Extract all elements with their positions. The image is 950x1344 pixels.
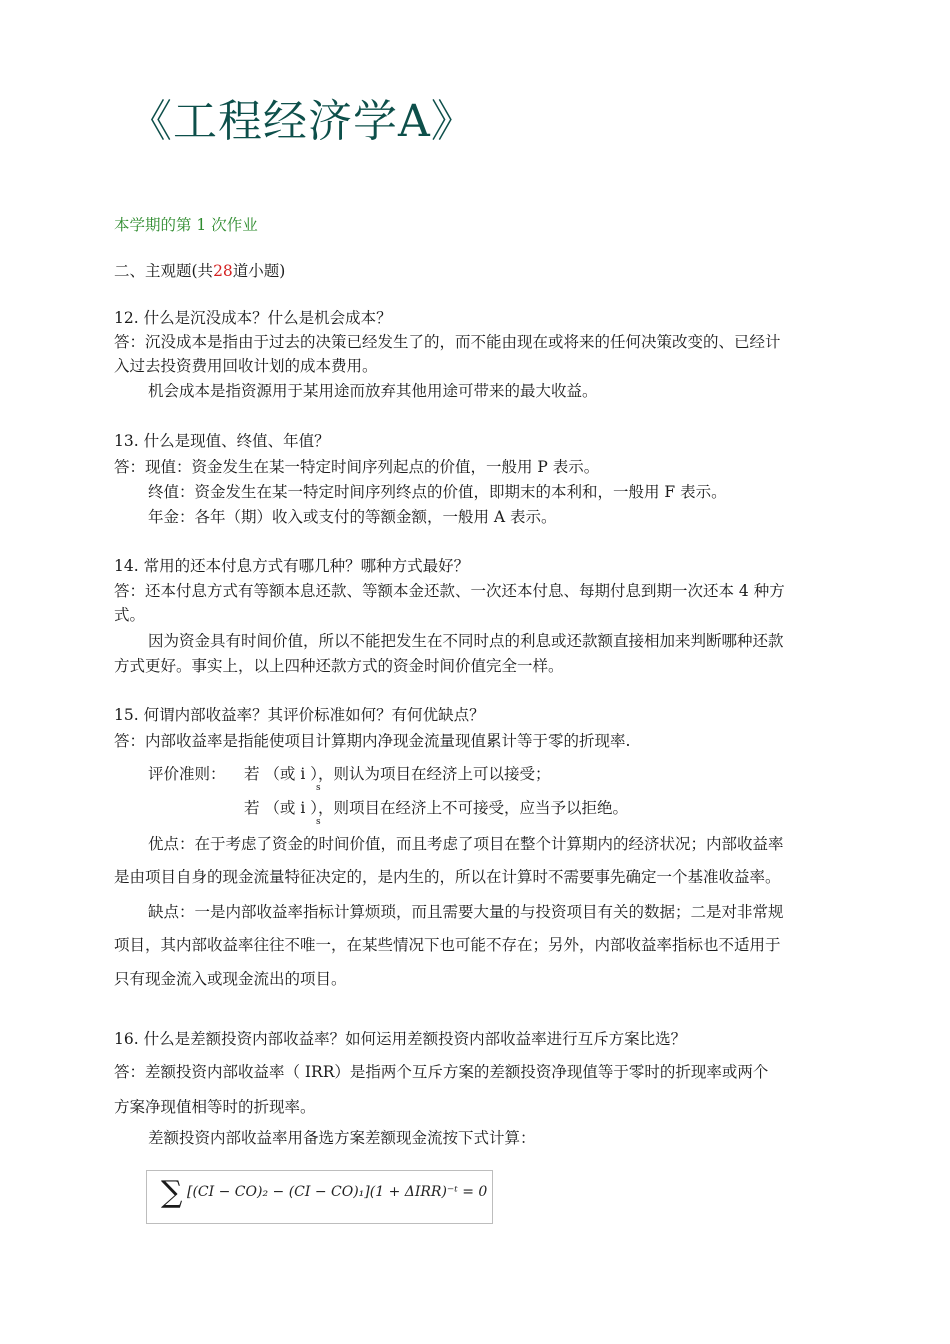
section-heading bbox=[114, 261, 285, 281]
q15-disadvantage-line-2: 项目，其内部收益率往往不唯一，在某些情况下也可能不存在；另外，内部收益率指标也不适用于 bbox=[114, 936, 781, 954]
q13-answer-line-3: 年金：各年（期）收入或支付的等额金额，一般用 A 表示。 bbox=[148, 508, 557, 526]
q15-criteria-reject: 若 （或 i ），则项目在经济上不可接受，应当予以拒绝。 bbox=[244, 799, 628, 817]
q16-answer-line-3: 差额投资内部收益率用备选方案差额现金流按下式计算： bbox=[148, 1129, 536, 1147]
q14-answer-line-3: 因为资金具有时间价值，所以不能把发生在不同时点的利息或还款额直接相加来判断哪种还款 bbox=[148, 632, 784, 650]
question-count: 28 bbox=[213, 262, 233, 280]
q12-answer-line-2: 入过去投资费用回收计划的成本费用。 bbox=[114, 357, 378, 375]
q13-question: 13. 什么是现值、终值、年值？ bbox=[114, 432, 330, 450]
irr-formula-image bbox=[146, 1170, 493, 1224]
q15-question: 15. 何谓内部收益率？其评价标准如何？有何优缺点？ bbox=[114, 706, 485, 724]
q15-subscript-1: s bbox=[316, 783, 321, 793]
q15-criteria-accept: 若 （或 i ），则认为项目在经济上可以接受； bbox=[244, 765, 551, 783]
q14-answer-line-2: 式。 bbox=[114, 606, 146, 624]
q15-subscript-2: s bbox=[316, 817, 321, 827]
q16-question: 16. 什么是差额投资内部收益率？如何运用差额投资内部收益率进行互斥方案比选？ bbox=[114, 1030, 687, 1048]
irr-formula-text: [(CI − CO)₂ − (CI − CO)₁](1 + ΔIRR)⁻ᵗ = 0 bbox=[187, 1184, 488, 1200]
q15-criteria-label: 评价准则： bbox=[148, 765, 226, 783]
q15-disadvantage-line-3: 只有现金流入或现金流出的项目。 bbox=[114, 970, 347, 988]
section-prefix: 二、主观题(共 bbox=[114, 262, 214, 280]
q12-question: 12. 什么是沉没成本？什么是机会成本？ bbox=[114, 309, 392, 327]
q15-advantage-line-1: 优点：在于考虑了资金的时间价值，而且考虑了项目在整个计算期内的经济状况；内部收益率 bbox=[148, 835, 784, 853]
q12-answer-line-3: 机会成本是指资源用于某用途而放弃其他用途可带来的最大收益。 bbox=[148, 382, 598, 400]
q13-answer-line-2: 终值：资金发生在某一特定时间序列终点的价值，即期末的本利和，一般用 F 表示。 bbox=[148, 483, 727, 501]
q16-answer-line-1: 答：差额投资内部收益率（ IRR）是指两个互斥方案的差额投资净现值等于零时的折现率或两个 bbox=[114, 1063, 769, 1081]
q15-answer-line-1: 答：内部收益率是指能使项目计算期内净现金流量现值累计等于零的折现率. bbox=[114, 732, 631, 750]
section-suffix: 道小题) bbox=[232, 262, 286, 280]
assignment-heading: 本学期的第 1 次作业 bbox=[114, 216, 258, 234]
q15-disadvantage-line-1: 缺点：一是内部收益率指标计算烦琐，而且需要大量的与投资项目有关的数据；二是对非常规 bbox=[148, 903, 784, 921]
q14-answer-line-1: 答：还本付息方式有等额本息还款、等额本金还款、一次还本付息、每期付息到期一次还本 4 种方 bbox=[114, 582, 785, 600]
q14-question: 14. 常用的还本付息方式有哪几种？哪种方式最好？ bbox=[114, 557, 470, 575]
q13-answer-line-1: 答：现值：资金发生在某一特定时间序列起点的价值，一般用 P 表示。 bbox=[114, 458, 600, 476]
q12-answer-line-1: 答：沉没成本是指由于过去的决策已经发生了的，而不能由现在或将来的任何决策改变的、已经计 bbox=[114, 333, 781, 351]
document-title: 《工程经济学A》 bbox=[128, 96, 476, 147]
q14-answer-line-4: 方式更好。事实上，以上四种还款方式的资金时间价值完全一样。 bbox=[114, 657, 564, 675]
q16-answer-line-2: 方案净现值相等时的折现率。 bbox=[114, 1098, 316, 1116]
q15-advantage-line-2: 是由项目自身的现金流量特征决定的，是内生的，所以在计算时不需要事先确定一个基准收益率。 bbox=[114, 868, 781, 886]
sigma-symbol: ∑ bbox=[161, 1175, 183, 1210]
